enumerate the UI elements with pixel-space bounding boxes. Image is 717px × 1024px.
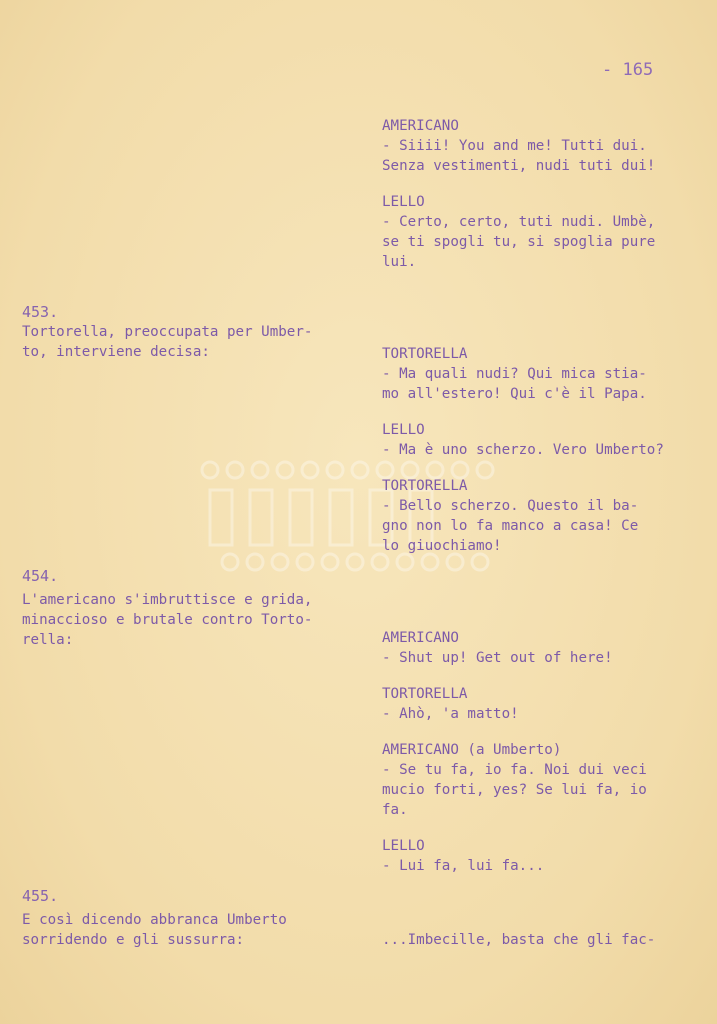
- scene-number: 454.: [22, 567, 59, 585]
- dialogue-line: se ti spogli tu, si spoglia pure: [382, 234, 656, 250]
- speaker-name: TORTORELLA: [382, 346, 468, 362]
- dialogue-line: - Se tu fa, io fa. Noi dui veci: [382, 762, 647, 778]
- dialogue-line: - Ma quali nudi? Qui mica stia-: [382, 366, 647, 382]
- scene-direction-line: L'americano s'imbruttisce e grida,: [22, 592, 313, 608]
- dialogue-line: lo giuochiamo!: [382, 538, 502, 554]
- dialogue-line: gno non lo fa manco a casa! Ce: [382, 518, 639, 534]
- scene-direction-line: to, interviene decisa:: [22, 344, 210, 360]
- dialogue-line: - Ahò, 'a matto!: [382, 706, 519, 722]
- scene-direction-line: minaccioso e brutale contro Torto-: [22, 612, 313, 628]
- dialogue-line: fa.: [382, 802, 408, 818]
- scene-number: 455.: [22, 887, 59, 905]
- speaker-name: LELLO: [382, 194, 425, 210]
- scene-direction-line: Tortorella, preoccupata per Umber-: [22, 324, 313, 340]
- scene-direction-line: rella:: [22, 632, 74, 648]
- dialogue-line: - Siiii! You and me! Tutti dui.: [382, 138, 647, 154]
- dialogue-line: mo all'estero! Qui c'è il Papa.: [382, 386, 647, 402]
- scene-direction-line: E così dicendo abbranca Umberto: [22, 912, 287, 928]
- speaker-name: AMERICANO: [382, 630, 459, 646]
- page-number: - 165: [602, 60, 654, 80]
- speaker-name: LELLO: [382, 422, 425, 438]
- dialogue-line: Senza vestimenti, nudi tuti dui!: [382, 158, 656, 174]
- dialogue-line: mucio forti, yes? Se lui fa, io: [382, 782, 647, 798]
- speaker-name: TORTORELLA: [382, 478, 468, 494]
- speaker-name: LELLO: [382, 838, 425, 854]
- dialogue-line: - Bello scherzo. Questo il ba-: [382, 498, 639, 514]
- scene-direction-line: sorridendo e gli sussurra:: [22, 932, 245, 948]
- dialogue-line: - Ma è uno scherzo. Vero Umberto?: [382, 442, 664, 458]
- dialogue-line: - Certo, certo, tuti nudi. Umbè,: [382, 214, 656, 230]
- speaker-name: AMERICANO (a Umberto): [382, 742, 562, 758]
- dialogue-line: - Shut up! Get out of here!: [382, 650, 613, 666]
- dialogue-line: - Lui fa, lui fa...: [382, 858, 545, 874]
- speaker-name: AMERICANO: [382, 118, 459, 134]
- dialogue-line: ...Imbecille, basta che gli fac-: [382, 932, 656, 948]
- speaker-name: TORTORELLA: [382, 686, 468, 702]
- dialogue-line: lui.: [382, 254, 417, 270]
- scene-number: 453.: [22, 303, 59, 321]
